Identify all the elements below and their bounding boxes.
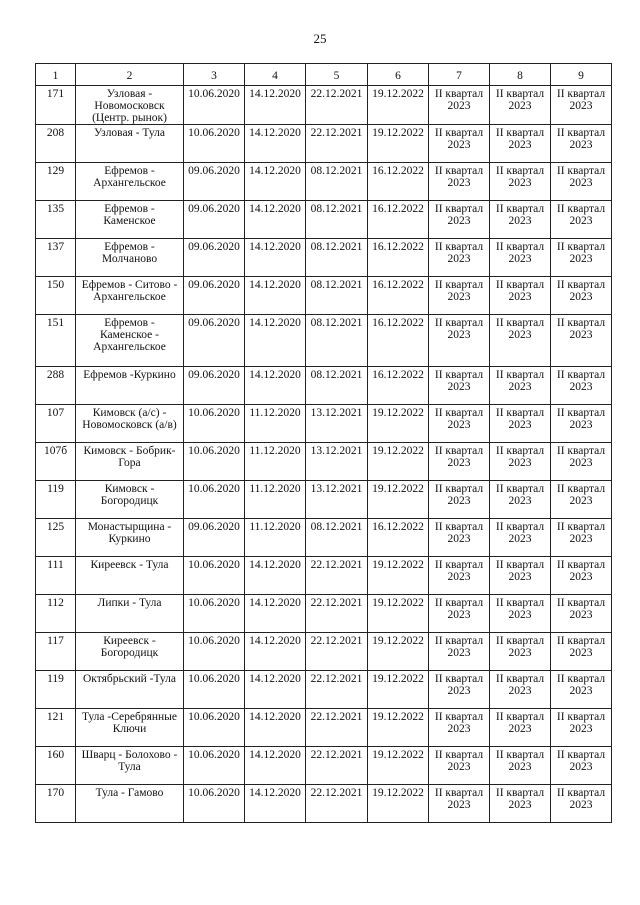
route-name-cell: Кимовск - Богородицк	[76, 481, 184, 519]
table-row	[36, 367, 612, 405]
date-cell: 11.12.2020	[245, 405, 306, 443]
quarter-cell: II квартал 2023	[490, 367, 551, 405]
date-cell: 10.06.2020	[184, 595, 245, 633]
route-name-cell: Киреевск - Богородицк	[76, 633, 184, 671]
route-number-cell: 135	[36, 201, 76, 239]
date-cell: 10.06.2020	[184, 785, 245, 823]
date-cell: 14.12.2020	[245, 367, 306, 405]
date-cell: 14.12.2020	[245, 709, 306, 747]
date-cell: 08.12.2021	[306, 519, 368, 557]
quarter-cell: II квартал 2023	[490, 557, 551, 595]
route-name-cell: Ефремов - Каменское - Архангельское	[76, 315, 184, 367]
quarter-cell: II квартал 2023	[490, 315, 551, 367]
date-cell: 19.12.2022	[368, 481, 429, 519]
quarter-cell: II квартал 2023	[490, 785, 551, 823]
date-cell: 22.12.2021	[306, 557, 368, 595]
date-cell: 13.12.2021	[306, 443, 368, 481]
date-cell: 22.12.2021	[306, 633, 368, 671]
date-cell: 22.12.2021	[306, 709, 368, 747]
column-header: 9	[551, 64, 612, 86]
route-number-cell: 117	[36, 633, 76, 671]
route-name-cell: Ефремов -Куркино	[76, 367, 184, 405]
date-cell: 22.12.2021	[306, 125, 368, 163]
table-row	[36, 557, 612, 595]
quarter-cell: II квартал 2023	[429, 367, 490, 405]
date-cell: 19.12.2022	[368, 747, 429, 785]
quarter-cell: II квартал 2023	[490, 163, 551, 201]
quarter-cell: II квартал 2023	[429, 163, 490, 201]
date-cell: 09.06.2020	[184, 367, 245, 405]
quarter-cell: II квартал 2023	[551, 201, 612, 239]
date-cell: 10.06.2020	[184, 671, 245, 709]
date-cell: 19.12.2022	[368, 595, 429, 633]
date-cell: 14.12.2020	[245, 747, 306, 785]
quarter-cell: II квартал 2023	[429, 595, 490, 633]
route-number-cell: 151	[36, 315, 76, 367]
date-cell: 08.12.2021	[306, 315, 368, 367]
route-name-cell: Кимовск (а/с) - Новомосковск (а/в)	[76, 405, 184, 443]
date-cell: 22.12.2021	[306, 595, 368, 633]
quarter-cell: II квартал 2023	[429, 201, 490, 239]
route-name-cell: Ефремов - Каменское	[76, 201, 184, 239]
quarter-cell: II квартал 2023	[429, 709, 490, 747]
quarter-cell: II квартал 2023	[490, 519, 551, 557]
route-number-cell: 137	[36, 239, 76, 277]
header-row	[36, 64, 612, 86]
date-cell: 16.12.2022	[368, 519, 429, 557]
quarter-cell: II квартал 2023	[429, 315, 490, 367]
date-cell: 16.12.2022	[368, 277, 429, 315]
date-cell: 08.12.2021	[306, 367, 368, 405]
date-cell: 14.12.2020	[245, 671, 306, 709]
date-cell: 14.12.2020	[245, 785, 306, 823]
quarter-cell: II квартал 2023	[551, 315, 612, 367]
date-cell: 16.12.2022	[368, 163, 429, 201]
date-cell: 09.06.2020	[184, 315, 245, 367]
date-cell: 19.12.2022	[368, 405, 429, 443]
route-name-cell: Ефремов - Ситово - Архангельское	[76, 277, 184, 315]
date-cell: 19.12.2022	[368, 125, 429, 163]
table-row	[36, 125, 612, 163]
date-cell: 10.06.2020	[184, 86, 245, 125]
quarter-cell: II квартал 2023	[551, 595, 612, 633]
date-cell: 09.06.2020	[184, 239, 245, 277]
date-cell: 10.06.2020	[184, 405, 245, 443]
route-number-cell: 119	[36, 671, 76, 709]
date-cell: 09.06.2020	[184, 201, 245, 239]
route-name-cell: Шварц - Болохово - Тула	[76, 747, 184, 785]
date-cell: 10.06.2020	[184, 443, 245, 481]
column-header: 2	[76, 64, 184, 86]
quarter-cell: II квартал 2023	[429, 671, 490, 709]
quarter-cell: II квартал 2023	[551, 239, 612, 277]
quarter-cell: II квартал 2023	[429, 443, 490, 481]
date-cell: 14.12.2020	[245, 163, 306, 201]
date-cell: 16.12.2022	[368, 239, 429, 277]
route-name-cell: Ефремов - Молчаново	[76, 239, 184, 277]
route-number-cell: 121	[36, 709, 76, 747]
date-cell: 11.12.2020	[245, 481, 306, 519]
date-cell: 09.06.2020	[184, 277, 245, 315]
quarter-cell: II квартал 2023	[551, 709, 612, 747]
quarter-cell: II квартал 2023	[551, 481, 612, 519]
route-name-cell: Липки - Тула	[76, 595, 184, 633]
quarter-cell: II квартал 2023	[551, 671, 612, 709]
table-row	[36, 747, 612, 785]
quarter-cell: II квартал 2023	[429, 277, 490, 315]
table-body	[36, 86, 612, 823]
date-cell: 11.12.2020	[245, 519, 306, 557]
quarter-cell: II квартал 2023	[490, 671, 551, 709]
route-number-cell: 119	[36, 481, 76, 519]
table-row	[36, 443, 612, 481]
quarter-cell: II квартал 2023	[490, 405, 551, 443]
column-header: 6	[368, 64, 429, 86]
quarter-cell: II квартал 2023	[429, 125, 490, 163]
route-name-cell: Тула - Гамово	[76, 785, 184, 823]
quarter-cell: II квартал 2023	[429, 519, 490, 557]
route-name-cell: Ефремов - Архангельское	[76, 163, 184, 201]
quarter-cell: II квартал 2023	[551, 443, 612, 481]
quarter-cell: II квартал 2023	[551, 125, 612, 163]
route-number-cell: 107б	[36, 443, 76, 481]
table-row	[36, 785, 612, 823]
date-cell: 14.12.2020	[245, 633, 306, 671]
quarter-cell: II квартал 2023	[490, 709, 551, 747]
quarter-cell: II квартал 2023	[551, 277, 612, 315]
date-cell: 19.12.2022	[368, 633, 429, 671]
column-header: 7	[429, 64, 490, 86]
route-number-cell: 107	[36, 405, 76, 443]
column-header: 4	[245, 64, 306, 86]
quarter-cell: II квартал 2023	[551, 557, 612, 595]
table-row	[36, 86, 612, 125]
table-row	[36, 595, 612, 633]
column-header: 1	[36, 64, 76, 86]
date-cell: 08.12.2021	[306, 163, 368, 201]
date-cell: 19.12.2022	[368, 443, 429, 481]
date-cell: 22.12.2021	[306, 747, 368, 785]
table-row	[36, 519, 612, 557]
route-number-cell: 150	[36, 277, 76, 315]
date-cell: 14.12.2020	[245, 125, 306, 163]
date-cell: 10.06.2020	[184, 709, 245, 747]
date-cell: 16.12.2022	[368, 315, 429, 367]
date-cell: 19.12.2022	[368, 86, 429, 125]
table-row	[36, 709, 612, 747]
route-name-cell: Октябрьский -Тула	[76, 671, 184, 709]
quarter-cell: II квартал 2023	[551, 86, 612, 125]
quarter-cell: II квартал 2023	[490, 201, 551, 239]
table-row	[36, 481, 612, 519]
date-cell: 14.12.2020	[245, 239, 306, 277]
quarter-cell: II квартал 2023	[429, 747, 490, 785]
table-row	[36, 163, 612, 201]
date-cell: 08.12.2021	[306, 277, 368, 315]
route-number-cell: 170	[36, 785, 76, 823]
date-cell: 14.12.2020	[245, 557, 306, 595]
route-number-cell: 125	[36, 519, 76, 557]
date-cell: 13.12.2021	[306, 481, 368, 519]
quarter-cell: II квартал 2023	[490, 747, 551, 785]
date-cell: 11.12.2020	[245, 443, 306, 481]
page-number: 25	[313, 31, 327, 46]
quarter-cell: II квартал 2023	[429, 86, 490, 125]
route-number-cell: 208	[36, 125, 76, 163]
route-name-cell: Узловая - Тула	[76, 125, 184, 163]
table-row	[36, 239, 612, 277]
quarter-cell: II квартал 2023	[551, 785, 612, 823]
route-number-cell: 129	[36, 163, 76, 201]
quarter-cell: II квартал 2023	[429, 633, 490, 671]
date-cell: 16.12.2022	[368, 367, 429, 405]
quarter-cell: II квартал 2023	[429, 405, 490, 443]
column-header: 8	[490, 64, 551, 86]
quarter-cell: II квартал 2023	[429, 557, 490, 595]
quarter-cell: II квартал 2023	[490, 595, 551, 633]
quarter-cell: II квартал 2023	[551, 633, 612, 671]
route-name-cell: Монастырщина - Куркино	[76, 519, 184, 557]
date-cell: 13.12.2021	[306, 405, 368, 443]
date-cell: 14.12.2020	[245, 201, 306, 239]
date-cell: 10.06.2020	[184, 481, 245, 519]
date-cell: 22.12.2021	[306, 785, 368, 823]
date-cell: 14.12.2020	[245, 86, 306, 125]
quarter-cell: II квартал 2023	[490, 633, 551, 671]
route-number-cell: 111	[36, 557, 76, 595]
date-cell: 16.12.2022	[368, 201, 429, 239]
route-name-cell: Тула -Серебрянные Ключи	[76, 709, 184, 747]
date-cell: 14.12.2020	[245, 315, 306, 367]
quarter-cell: II квартал 2023	[490, 481, 551, 519]
column-header: 5	[306, 64, 368, 86]
quarter-cell: II квартал 2023	[490, 86, 551, 125]
table-row	[36, 277, 612, 315]
quarter-cell: II квартал 2023	[429, 239, 490, 277]
quarter-cell: II квартал 2023	[551, 519, 612, 557]
quarter-cell: II квартал 2023	[490, 277, 551, 315]
date-cell: 19.12.2022	[368, 785, 429, 823]
route-name-cell: Узловая - Новомосковск (Центр. рынок)	[76, 86, 184, 125]
date-cell: 08.12.2021	[306, 239, 368, 277]
route-name-cell: Киреевск - Тула	[76, 557, 184, 595]
date-cell: 14.12.2020	[245, 595, 306, 633]
table-row	[36, 671, 612, 709]
date-cell: 14.12.2020	[245, 277, 306, 315]
quarter-cell: II квартал 2023	[490, 239, 551, 277]
quarter-cell: II квартал 2023	[490, 443, 551, 481]
table-row	[36, 633, 612, 671]
route-number-cell: 171	[36, 86, 76, 125]
route-name-cell: Кимовск - Бобрик-Гора	[76, 443, 184, 481]
quarter-cell: II квартал 2023	[551, 405, 612, 443]
date-cell: 19.12.2022	[368, 671, 429, 709]
quarter-cell: II квартал 2023	[551, 367, 612, 405]
date-cell: 22.12.2021	[306, 86, 368, 125]
date-cell: 19.12.2022	[368, 709, 429, 747]
route-schedule-table	[35, 63, 612, 823]
date-cell: 10.06.2020	[184, 557, 245, 595]
quarter-cell: II квартал 2023	[429, 481, 490, 519]
table-row	[36, 315, 612, 367]
route-number-cell: 160	[36, 747, 76, 785]
date-cell: 10.06.2020	[184, 633, 245, 671]
date-cell: 19.12.2022	[368, 557, 429, 595]
date-cell: 10.06.2020	[184, 747, 245, 785]
table-row	[36, 405, 612, 443]
quarter-cell: II квартал 2023	[429, 785, 490, 823]
date-cell: 09.06.2020	[184, 163, 245, 201]
date-cell: 08.12.2021	[306, 201, 368, 239]
route-number-cell: 288	[36, 367, 76, 405]
quarter-cell: II квартал 2023	[490, 125, 551, 163]
table-row	[36, 201, 612, 239]
quarter-cell: II квартал 2023	[551, 163, 612, 201]
date-cell: 10.06.2020	[184, 125, 245, 163]
route-number-cell: 112	[36, 595, 76, 633]
quarter-cell: II квартал 2023	[551, 747, 612, 785]
date-cell: 09.06.2020	[184, 519, 245, 557]
column-header: 3	[184, 64, 245, 86]
date-cell: 22.12.2021	[306, 671, 368, 709]
